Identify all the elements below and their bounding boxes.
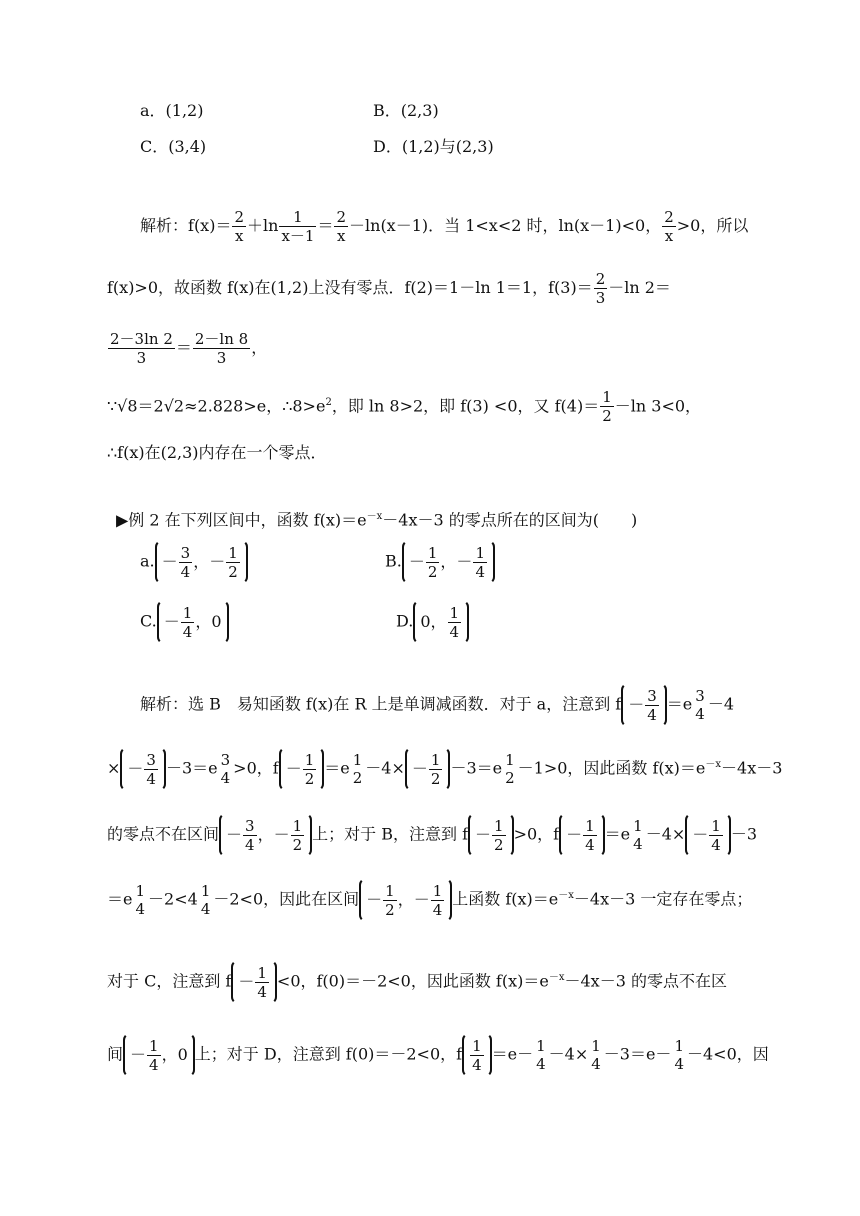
example2-option-b: B. － $\frac{1}{2}$ ，－ $\frac{1}{4}$ <box>385 540 495 584</box>
option-b: B．(2,3) <box>373 101 439 120</box>
example2-option-d: D. 0， $\frac{1}{4}$ <box>396 600 469 644</box>
analysis2-line1: 解析：选 B 易知函数 f(x)在 R 上是单调减函数．对于 a，注意到 f － $\frac{3}{4}$ ＝e 3 4 －4 <box>140 683 760 713</box>
example2-option-a: a. － $\frac{3}{4}$ ，－ $\frac{1}{2}$ <box>140 540 248 584</box>
option-a: a．(1,2) <box>140 101 204 120</box>
analysis1-line5: ∴f(x)在(2,3)内存在一个零点． <box>107 443 327 462</box>
analysis1-line4: ∵√8＝2√2≈2.828>e，$\therefore 8>e^2$，即 ln 8>2，即 f(3) <0，又 f(4)＝ $\frac{1}{2}$ －ln 3<0， <box>107 388 702 426</box>
analysis2-line3: 的零点不在区间 － $\frac{3}{4}$ ，－ $\frac{1}{2}$ 上；对于 B，注意到 f － $\frac{1}{2}$ >0，f － $\frac{1}{4}$ ＝e 1 4 －4× － $\frac{1}{4}$ －3 <box>107 813 760 843</box>
analysis2-line5: 对于 C，注意到 f － $\frac{1}{4}$ <0，f(0)＝－2<0，因此函数 $f(x)=e^{-x}-4x-3$ 的零点不在区 <box>107 960 760 990</box>
analysis2-line6: 间 － $\frac{1}{4}$ ，0 上；对于 D，注意到 f(0)＝－2<0，f $\frac{1}{4}$ ＝e－ 1 4 －4× 1 4 －3＝e－ 1 4 －4<0，因 <box>107 1033 760 1063</box>
analysis1-line2: f(x)>0，故函数 f(x)在(1,2)上没有零点．f(2)＝1－ln 1＝1，f(3)＝ $\frac{2}{3}$ －ln 2＝ <box>107 270 671 307</box>
analysis1-line3: $\frac{2-3\ln 2}{3}$ ＝ $\frac{2-\ln 8}{3}$ ， <box>110 330 268 367</box>
option-c: C．(3,4) <box>140 137 207 156</box>
analysis1-line1: 解析：f(x)＝ $\frac{2}{x}$ ＋ln $\frac{1}{x-1}$ ＝ $\frac{2}{x}$ －ln(x－1)．当 1<x<2 时，ln(x－1)<0， $\frac{2}{x}$ >0，所以 <box>140 208 749 245</box>
analysis2-line4: ＝e 1 4 －2<4 1 4 －2<0，因此在区间 － $\frac{1}{2}$ ，－ $\frac{1}{4}$ 上函数 $f(x)=e^{-x}-4x-3$ 一定存在零点； <box>107 878 760 908</box>
example2-option-c: C. － $\frac{1}{4}$ ，0 <box>140 600 229 644</box>
analysis2-line2: × － $\frac{3}{4}$ －3＝e 3 4 >0，f － $\frac{1}{2}$ ＝e 1 2 －4× － $\frac{1}{2}$ －3＝e 1 2 －1>0，因此函数 $f(x)=e^{-x}-4x-3$ <box>107 747 760 777</box>
example2-title: ▶例 2 在下列区间中，函数 $f(x)=e^{-x}-4x-3$ 的零点所在的区间为( ) <box>116 510 638 530</box>
option-d: D．(1,2)与(2,3) <box>373 137 494 156</box>
